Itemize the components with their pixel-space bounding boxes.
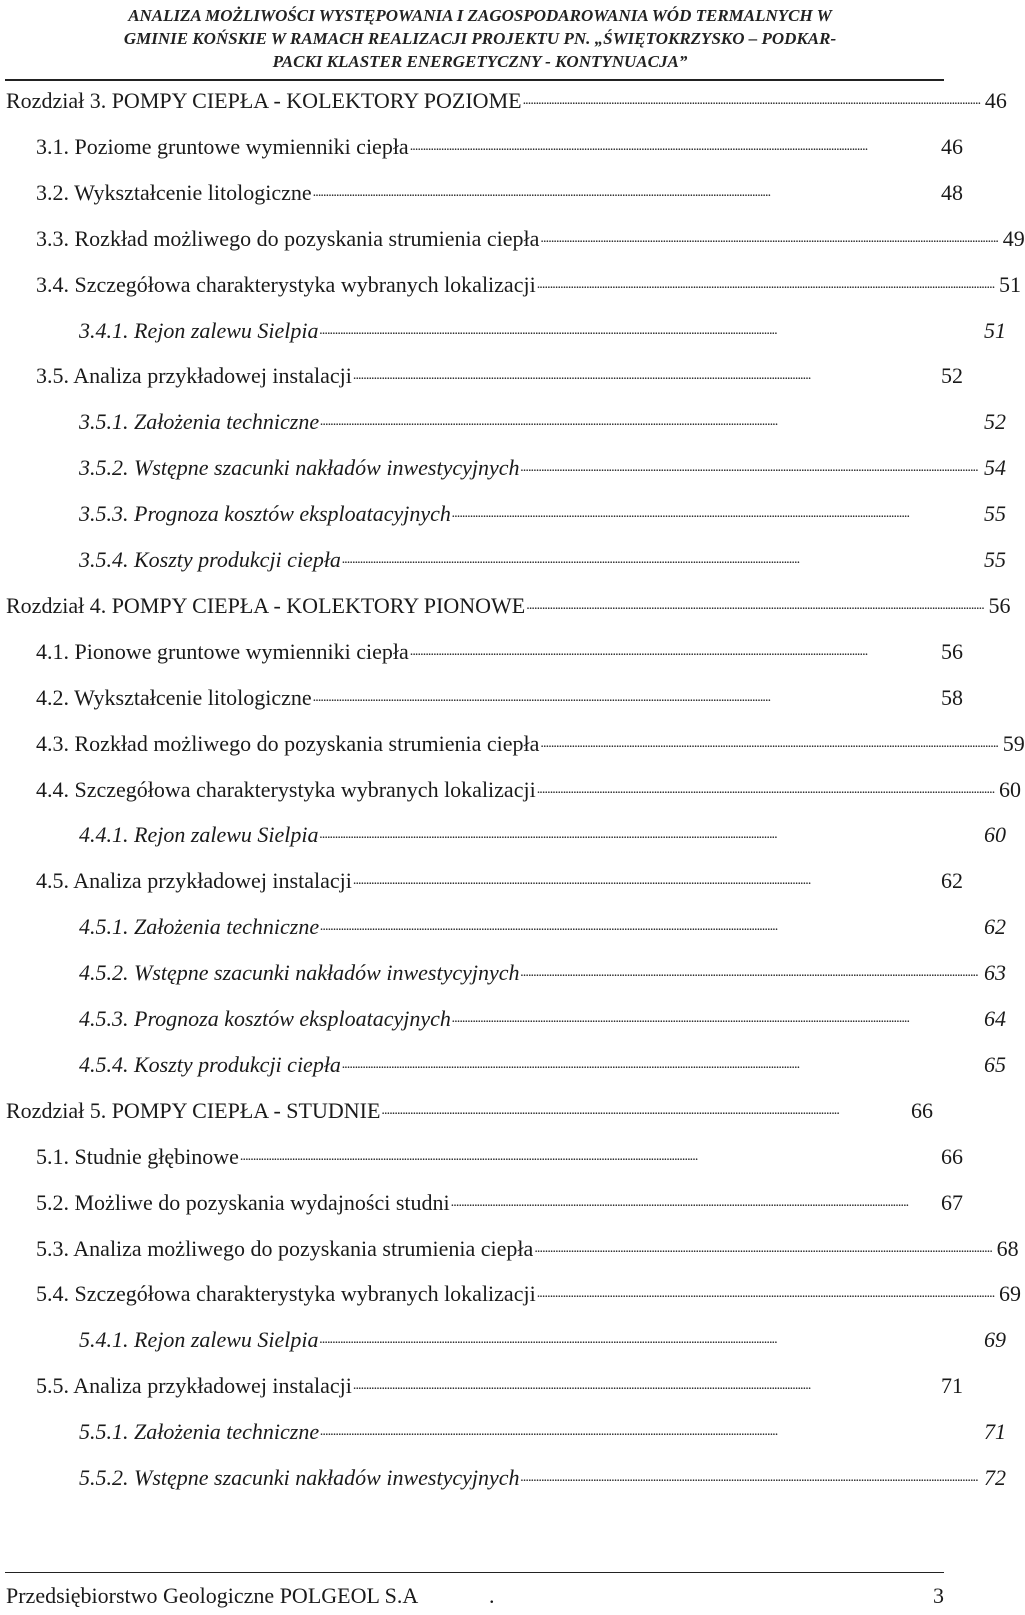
toc-dot-leader [521, 1461, 978, 1491]
toc-dot-leader [410, 635, 935, 665]
toc-dot-leader [526, 589, 982, 619]
toc-entry-label: Rozdział 5. POMPY CIEPŁA - STUDNIE [6, 1097, 381, 1123]
toc-entry-page-number: 67 [941, 1189, 963, 1215]
toc-entry-page-number: 56 [941, 638, 963, 664]
toc-dot-leader [534, 1232, 990, 1262]
toc-entry-page-number: 46 [941, 133, 963, 159]
toc-entry-page-number: 58 [941, 684, 963, 710]
toc-entry-page-number: 52 [984, 409, 1006, 435]
footer-company-name: Przedsiębiorstwo Geologiczne POLGEOL S.A [6, 1583, 419, 1608]
toc-entry-label: 4.2. Wykształcenie litologiczne [36, 684, 312, 710]
toc-entry-page-number: 69 [999, 1281, 1021, 1307]
toc-dot-leader [537, 268, 993, 298]
toc-entry-label: 4.5.4. Koszty produkcji ciepła [79, 1051, 341, 1077]
page-footer [6, 1583, 944, 1609]
toc-entry-page-number: 63 [984, 960, 1006, 986]
toc-entry[interactable] [0, 355, 963, 389]
toc-dot-leader [452, 1002, 978, 1032]
toc-entry-page-number: 52 [941, 363, 963, 389]
toc-entry-label: 4.3. Rozkład możliwego do pozyskania strumienia ciepła [36, 730, 540, 756]
toc-entry-label: 3.5.2. Wstępne szacunki nakładów inwestycyjnych [79, 455, 520, 481]
toc-dot-leader [521, 451, 978, 481]
toc-dot-leader [452, 497, 978, 527]
toc-entry-label: 5.5. Analiza przykładowej instalacji [36, 1373, 352, 1399]
toc-entry-page-number: 59 [1002, 730, 1025, 756]
toc-entry-page-number: 55 [984, 547, 1006, 572]
toc-entry-label: 5.3. Analiza możliwego do pozyskania strumienia ciepła [36, 1235, 534, 1261]
toc-entry[interactable] [0, 264, 1021, 298]
toc-dot-leader [540, 727, 996, 757]
toc-dot-leader [353, 864, 935, 894]
toc-entry[interactable] [0, 1411, 1006, 1445]
toc-entry-label: 3.5.3. Prognoza kosztów eksploatacyjnych [79, 501, 451, 527]
toc-entry[interactable] [0, 172, 963, 206]
toc-entry-page-number: 51 [999, 271, 1021, 297]
toc-entry-page-number: 72 [984, 1465, 1006, 1490]
toc-dot-leader [353, 359, 935, 389]
toc-entry[interactable] [0, 1090, 933, 1124]
toc-entry[interactable] [0, 80, 1007, 114]
toc-dot-leader [320, 405, 978, 435]
toc-entry[interactable] [0, 1228, 1019, 1262]
toc-entry-page-number: 46 [984, 88, 1007, 113]
toc-entry-page-number: 51 [984, 317, 1006, 343]
toc-dot-leader [521, 956, 978, 986]
toc-entry-page-number: 55 [984, 501, 1006, 527]
toc-entry-page-number: 60 [984, 822, 1006, 848]
toc-entry-page-number: 71 [941, 1373, 963, 1399]
toc-entry[interactable] [0, 860, 963, 894]
toc-entry-label: Rozdział 4. POMPY CIEPŁA - KOLEKTORY PIONOWE [6, 592, 526, 618]
toc-entry-label: 3.5. Analiza przykładowej instalacji [36, 363, 352, 389]
toc-entry-page-number: 49 [1002, 225, 1025, 251]
toc-entry-label: 5.2. Możliwe do pozyskania wydajności studni [36, 1189, 450, 1215]
toc-dot-leader [523, 84, 979, 114]
toc-entry[interactable] [0, 1319, 1006, 1353]
toc-entry-page-number: 56 [988, 592, 1011, 618]
toc-entry[interactable] [0, 218, 1025, 252]
toc-entry-page-number: 66 [911, 1097, 933, 1123]
toc-dot-leader [342, 1048, 978, 1078]
toc-entry[interactable] [0, 126, 963, 160]
toc-dot-leader [342, 543, 978, 573]
header-title-line-2: GMINIE KOŃSKIE W RAMACH REALIZACJI PROJEKTU PN. „ŚWIĘTOKRZYSKO – PODKAR- [123, 29, 837, 48]
toc-entry-label: 4.4. Szczegółowa charakterystyka wybranych lokalizacji [36, 776, 536, 802]
toc-entry-page-number: 71 [984, 1419, 1006, 1445]
toc-entry[interactable] [0, 447, 1006, 481]
toc-entry-page-number: 62 [941, 868, 963, 894]
toc-entry[interactable] [0, 1182, 963, 1216]
toc-entry-page-number: 54 [984, 455, 1006, 481]
toc-entry-label: 4.1. Pionowe gruntowe wymienniki ciepła [36, 638, 409, 664]
toc-entry-label: 3.4.1. Rejon zalewu Sielpia [79, 317, 319, 343]
toc-entry[interactable] [0, 998, 1006, 1032]
toc-entry-label: 5.4. Szczegółowa charakterystyka wybranych lokalizacji [36, 1281, 536, 1307]
toc-dot-leader [320, 910, 978, 940]
toc-entry-label: 4.5.1. Założenia techniczne [79, 914, 320, 940]
toc-dot-leader [320, 1415, 978, 1445]
toc-entry[interactable] [0, 1136, 963, 1170]
toc-dot-leader [381, 1094, 905, 1124]
toc-entry[interactable] [0, 401, 1006, 435]
footer-page-number: 3 [933, 1583, 944, 1608]
header-title-line-1: ANALIZA MOŻLIWOŚCI WYSTĘPOWANIA I ZAGOSPODAROWANIA WÓD TERMALNYCH W [128, 6, 832, 25]
footer-divider [5, 1572, 944, 1573]
toc-dot-leader [313, 176, 935, 206]
toc-entry-label: 3.2. Wykształcenie litologiczne [36, 179, 312, 205]
toc-entry-label: 4.5.3. Prognoza kosztów eksploatacyjnych [79, 1006, 451, 1031]
toc-dot-leader [451, 1186, 935, 1216]
toc-entry-page-number: 64 [984, 1006, 1006, 1031]
toc-entry[interactable] [0, 723, 1025, 757]
toc-entry-page-number: 68 [996, 1235, 1019, 1261]
toc-entry[interactable] [0, 631, 963, 665]
toc-entry-label: 3.5.4. Koszty produkcji ciepła [79, 547, 341, 572]
toc-entry-page-number: 66 [941, 1143, 963, 1169]
toc-entry-label: 5.5.1. Założenia techniczne [79, 1419, 320, 1445]
toc-entry[interactable] [0, 952, 1006, 986]
toc-entry-page-number: 62 [984, 914, 1006, 940]
toc-entry-label: 3.5.1. Założenia techniczne [79, 409, 320, 435]
toc-entry[interactable] [0, 906, 1006, 940]
toc-entry[interactable] [0, 1457, 1006, 1491]
toc-entry-label: 4.4.1. Rejon zalewu Sielpia [79, 822, 319, 848]
toc-entry-label: 3.3. Rozkład możliwego do pozyskania strumienia ciepła [36, 225, 540, 251]
toc-entry-page-number: 48 [941, 179, 963, 205]
toc-entry[interactable] [0, 814, 1006, 848]
toc-entry[interactable] [0, 310, 1006, 344]
toc-entry[interactable] [0, 1365, 963, 1399]
page-header [0, 4, 960, 73]
toc-entry-label: 5.4.1. Rejon zalewu Sielpia [79, 1327, 319, 1353]
toc-entry-label: Rozdział 3. POMPY CIEPŁA - KOLEKTORY POZIOME [6, 88, 522, 113]
toc-entry[interactable] [0, 1044, 1006, 1078]
toc-dot-leader [240, 1140, 935, 1170]
footer-dot: . [489, 1583, 495, 1608]
toc-entry-page-number: 69 [984, 1327, 1006, 1353]
toc-entry-label: 5.5.2. Wstępne szacunki nakładów inwestycyjnych [79, 1465, 520, 1490]
toc-entry[interactable] [0, 1273, 1021, 1307]
toc-dot-leader [320, 314, 978, 344]
header-title-line-3: PACKI KLASTER ENERGETYCZNY - KONTYNUACJA” [272, 52, 688, 71]
toc-entry-label: 5.1. Studnie głębinowe [36, 1143, 239, 1169]
toc-entry-label: 4.5. Analiza przykładowej instalacji [36, 868, 352, 894]
toc-dot-leader [537, 1277, 993, 1307]
toc-dot-leader [537, 773, 993, 803]
toc-entry[interactable] [0, 539, 1006, 573]
toc-entry-label: 4.5.2. Wstępne szacunki nakładów inwestycyjnych [79, 960, 520, 986]
toc-dot-leader [410, 130, 935, 160]
toc-dot-leader [540, 222, 996, 252]
toc-entry-label: 3.4. Szczegółowa charakterystyka wybranych lokalizacji [36, 271, 536, 297]
toc-entry[interactable] [0, 493, 1006, 527]
toc-entry-label: 3.1. Poziome gruntowe wymienniki ciepła [36, 133, 409, 159]
toc-entry-page-number: 65 [984, 1051, 1006, 1077]
toc-dot-leader [320, 818, 978, 848]
toc-entry[interactable] [0, 677, 963, 711]
toc-entry[interactable] [0, 769, 1021, 803]
toc-entry-page-number: 60 [999, 776, 1021, 802]
toc-entry[interactable] [0, 585, 1011, 619]
toc-dot-leader [313, 681, 935, 711]
toc-dot-leader [353, 1369, 935, 1399]
toc-dot-leader [320, 1323, 978, 1353]
